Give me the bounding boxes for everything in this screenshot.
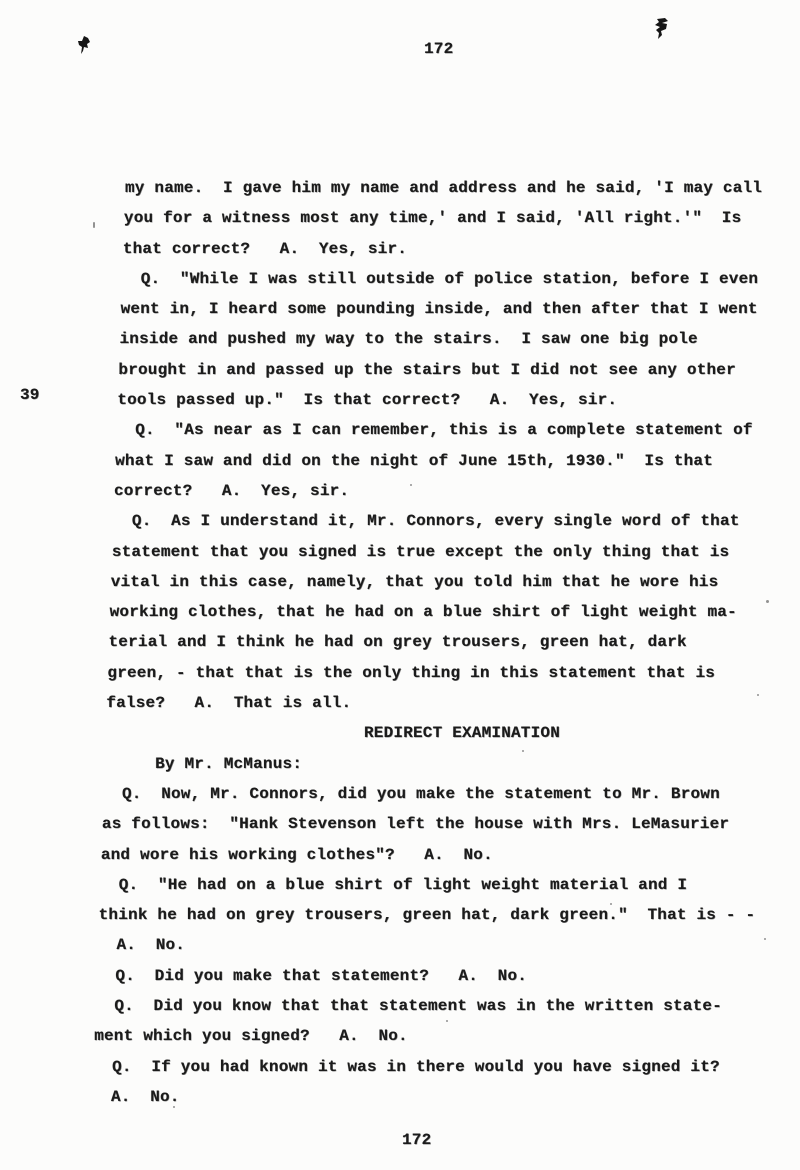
transcript-line: A. No. bbox=[116, 936, 186, 955]
transcript-line: tools passed up." Is that correct? A. Yes, sir. bbox=[117, 391, 618, 410]
ink-speck bbox=[766, 600, 769, 603]
ink-speck bbox=[410, 484, 412, 486]
ink-speck bbox=[93, 222, 95, 228]
transcript-line: what I saw and did on the night of June 15th, 1930." Is that bbox=[115, 451, 714, 470]
transcript-line: my name. I gave him my name and address and he said, 'I may call bbox=[125, 179, 763, 197]
section-heading: REDIRECT EXAMINATION bbox=[363, 724, 561, 743]
ink-blot-top-left bbox=[77, 36, 93, 60]
transcript-line: A. No. bbox=[111, 1087, 180, 1106]
ink-speck bbox=[173, 1106, 175, 1108]
ink-speck bbox=[610, 903, 612, 905]
transcript-line: working clothes, that he had on a blue shirt of light weight ma- bbox=[109, 603, 737, 622]
transcript-line: terial and I think he had on grey trousers, green hat, dark bbox=[108, 633, 687, 652]
ink-blot-top-right bbox=[653, 18, 670, 45]
transcript-line: you for a witness most any time,' and I said, 'All right.'" Is bbox=[123, 209, 742, 228]
transcript-line: correct? A. Yes, sir. bbox=[114, 481, 350, 500]
transcript-body bbox=[94, 173, 785, 1112]
transcript-line: Q. Did you make that statement? A. No. bbox=[115, 966, 528, 985]
margin-line-number: 39 bbox=[20, 386, 40, 404]
transcript-line: green, - that that is the only thing in this statement that is bbox=[107, 663, 716, 682]
transcript-line: Q. If you had known it was in there would you have signed it? bbox=[112, 1057, 720, 1076]
transcript-line: Q. "While I was still outside of police station, before I even bbox=[140, 269, 759, 288]
transcript-line: brought in and passed up the stairs but I did not see any other bbox=[118, 360, 736, 379]
transcript-line: that correct? A. Yes, sir. bbox=[122, 239, 408, 258]
page-number-top: 172 bbox=[424, 40, 454, 58]
transcript-line: as follows: "Hank Stevenson left the house with Mrs. LeMasurier bbox=[101, 815, 730, 834]
transcript-line: Q. Did you know that that statement was in the written state- bbox=[114, 997, 723, 1016]
transcript-line: went in, I heard some pounding inside, and then after that I went bbox=[120, 300, 758, 319]
transcript-line: Q. Now, Mr. Connors, did you make the statement to Mr. Brown bbox=[122, 784, 720, 803]
transcript-line: Q. As I understand it, Mr. Connors, every single word of that bbox=[131, 512, 740, 531]
ink-speck bbox=[764, 938, 766, 940]
transcript-line: vital in this case, namely, that you told him that he wore his bbox=[110, 572, 719, 591]
transcript-line: think he had on grey trousers, green hat, dark green." That is - - bbox=[98, 906, 756, 925]
transcript-line: Q. "He had on a blue shirt of light weight material and I bbox=[118, 875, 688, 894]
page-number-bottom: 172 bbox=[402, 1131, 432, 1149]
ink-speck bbox=[522, 750, 524, 752]
transcript-line: inside and pushed my way to the stairs. I saw one big pole bbox=[119, 330, 698, 349]
transcript-line: statement that you signed is true except the only thing that is bbox=[111, 542, 730, 561]
transcript-line: ment which you signed? A. No. bbox=[94, 1027, 408, 1046]
transcript-line: Q. "As near as I can remember, this is a complete statement of bbox=[135, 421, 753, 440]
transcript-line: false? A. That is all. bbox=[106, 694, 352, 713]
transcript-line: By Mr. McManus: bbox=[155, 754, 303, 773]
ink-speck bbox=[757, 694, 759, 696]
transcript-line: and wore his working clothes"? A. No. bbox=[100, 845, 493, 864]
ink-speck bbox=[446, 1020, 448, 1022]
